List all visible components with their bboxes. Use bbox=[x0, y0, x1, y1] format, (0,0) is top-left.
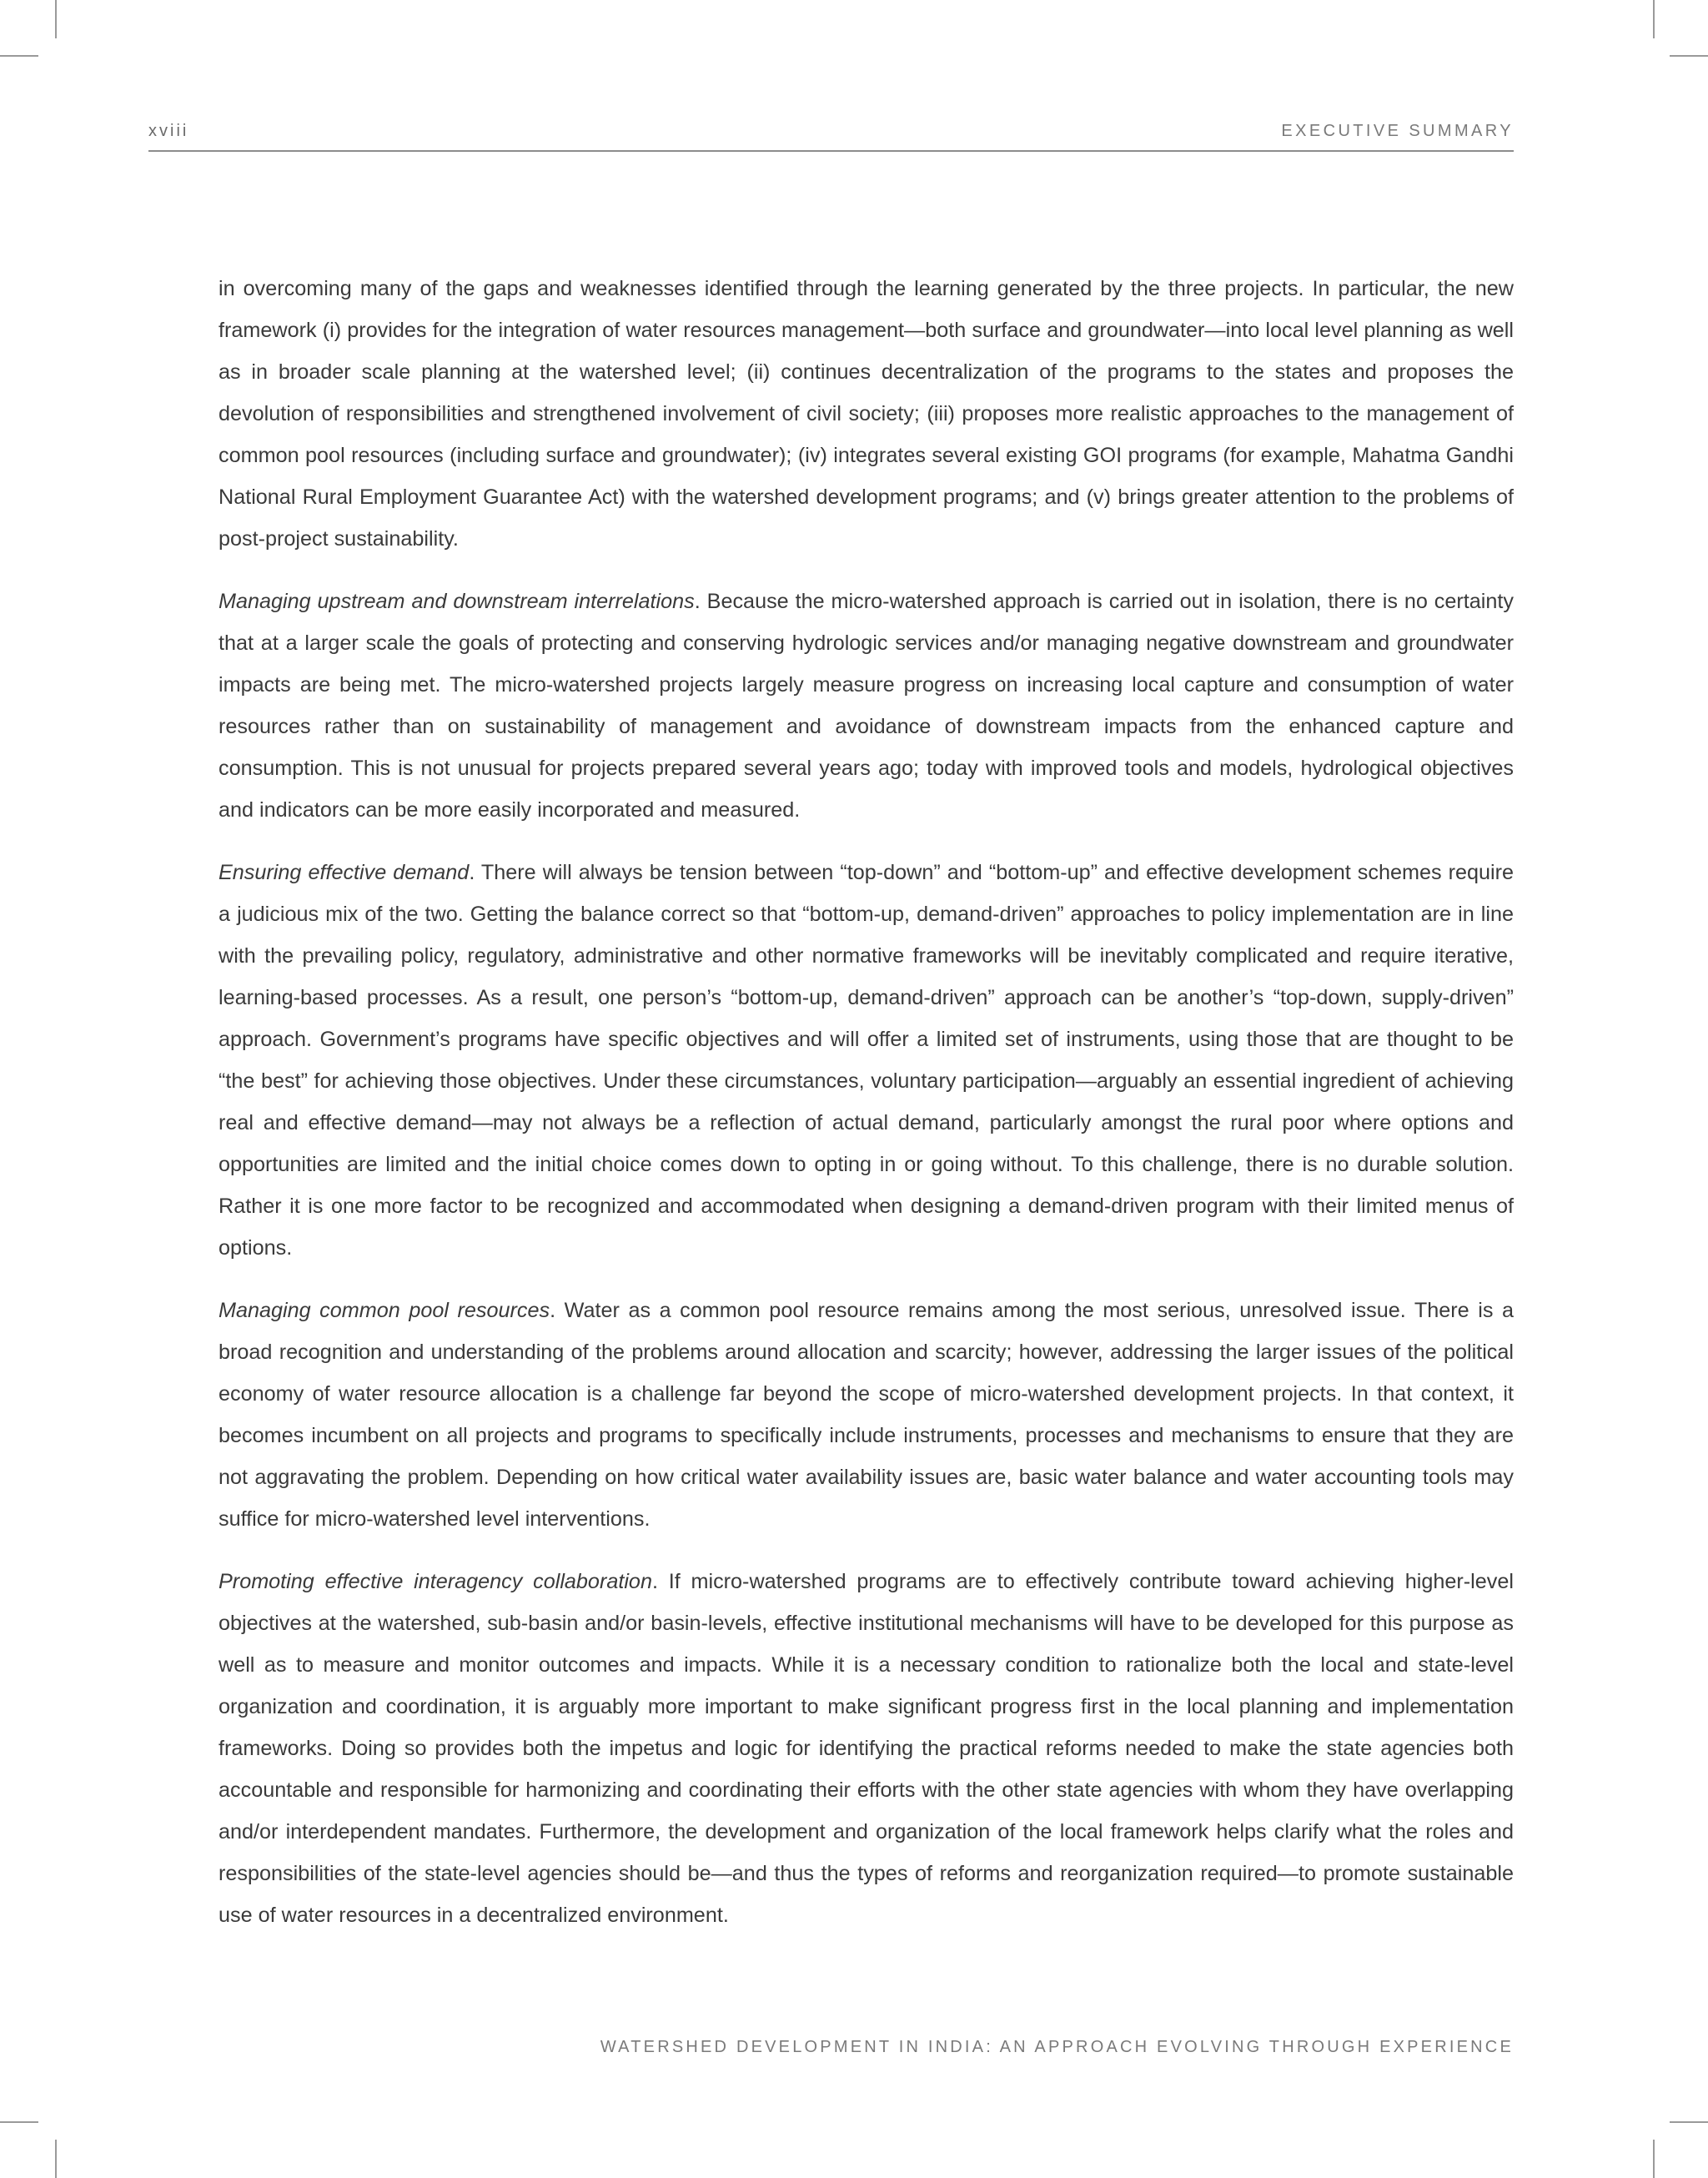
paragraph-lead-in: Promoting effective interagency collaboration bbox=[219, 1570, 652, 1593]
body-text bbox=[219, 268, 1514, 1957]
crop-mark-bottom-right-horizontal bbox=[1670, 2121, 1708, 2123]
paragraph-lead-in: Managing upstream and downstream interrelations bbox=[219, 590, 695, 613]
crop-mark-top-left-vertical bbox=[55, 0, 57, 38]
paragraph-text: . Water as a common pool resource remains among the most serious, unresolved issue. There is a broad recognition and understanding of the problems around allocation and scarcity; however, addressing the larger issues of the political economy of water resource allocation is a challenge far beyond the scope of micro-watershed development projects. In that context, it becomes incumbent on all projects and programs to specifically include instruments, processes and mechanisms to ensure that they are not aggravating the problem. Depending on how critical water availability issues are, basic water balance and water accounting tools may suffice for micro-watershed level interventions. bbox=[219, 1299, 1514, 1531]
running-footer: WATERSHED DEVELOPMENT IN INDIA: AN APPROACH EVOLVING THROUGH EXPERIENCE bbox=[600, 2038, 1514, 2056]
paragraph-upstream-downstream bbox=[219, 581, 1514, 831]
crop-mark-top-right-horizontal bbox=[1670, 55, 1708, 57]
crop-mark-bottom-right-vertical bbox=[1653, 2140, 1655, 2178]
crop-mark-bottom-left-horizontal bbox=[0, 2121, 38, 2123]
paragraph-lead-in: Managing common pool resources bbox=[219, 1299, 550, 1322]
paragraph-interagency bbox=[219, 1561, 1514, 1936]
paragraph-text: in overcoming many of the gaps and weaknesses identified through the learning generated by the three projects. In particular, the new framework (i) provides for the integration of water resources management—both surface and groundwater—into local level planning as well as in broader scale planning at the watershed level; (ii) continues decentralization of the programs to the states and proposes the devolution of responsibilities and strengthened involvement of civil society; (iii) proposes more realistic approaches to the management of common pool resources (including surface and groundwater); (iv) integrates several existing GOI programs (for example, Mahatma Gandhi National Rural Employment Guarantee Act) with the watershed development programs; and (v) brings greater attention to the problems of post-project sustainability. bbox=[219, 277, 1514, 551]
crop-mark-top-left-horizontal bbox=[0, 55, 38, 57]
paragraph-continuation bbox=[219, 268, 1514, 560]
crop-mark-bottom-left-vertical bbox=[55, 2140, 57, 2178]
section-title: EXECUTIVE SUMMARY bbox=[1281, 122, 1514, 140]
paragraph-text: . If micro-watershed programs are to effectively contribute toward achieving higher-level objectives at the watershed, sub-basin and/or basin-levels, effective institutional mechanisms will have to be developed for this purpose as well as to measure and monitor outcomes and impacts. While it is a necessary condition to rationalize both the local and state-level organization and coordination, it is arguably more important to make significant progress first in the local planning and implementation frameworks. Doing so provides both the impetus and logic for identifying the practical reforms needed to make the state agencies both accountable and responsible for harmonizing and coordinating their efforts with the other state agencies with whom they have overlapping and/or interdependent mandates. Furthermore, the development and organization of the local framework helps clarify what the roles and responsibilities of the state-level agencies should be—and thus the types of reforms and reorganization required—to promote sustainable use of water resources in a decentralized environment. bbox=[219, 1570, 1514, 1927]
paragraph-text: . Because the micro-watershed approach is carried out in isolation, there is no certainty that at a larger scale the goals of protecting and conserving hydrologic services and/or managing negative downstream and groundwater impacts are being met. The micro-watershed projects largely measure progress on increasing local capture and consumption of water resources rather than on sustainability of management and avoidance of downstream impacts from the enhanced capture and consumption. This is not unusual for projects prepared several years ago; today with improved tools and models, hydrological objectives and indicators can be more easily incorporated and measured. bbox=[219, 590, 1514, 822]
paragraph-lead-in: Ensuring effective demand bbox=[219, 861, 470, 884]
paragraph-common-pool bbox=[219, 1290, 1514, 1540]
paragraph-text: . There will always be tension between “top-down” and “bottom-up” and effective development schemes require a judicious mix of the two. Getting the balance correct so that “bottom-up, demand-driven” approaches to policy implementation are in line with the prevailing policy, regulatory, administrative and other normative frameworks will be inevitably complicated and require iterative, learning-based processes. As a result, one person’s “bottom-up, demand-driven” approach can be another’s “top-down, supply-driven” approach. Government’s programs have specific objectives and will offer a limited set of instruments, using those that are thought to be “the best” for achieving those objectives. Under these circumstances, voluntary participation—arguably an essential ingredient of achieving real and effective demand—may not always be a reflection of actual demand, particularly amongst the rural poor where options and opportunities are limited and the initial choice comes down to opting in or going without. To this challenge, there is no durable solution. Rather it is one more factor to be recognized and accommodated when designing a demand-driven program with their limited menus of options. bbox=[219, 861, 1514, 1260]
crop-mark-top-right-vertical bbox=[1653, 0, 1655, 38]
page-number: xviii bbox=[148, 122, 189, 140]
paragraph-effective-demand bbox=[219, 852, 1514, 1269]
running-header bbox=[148, 122, 1514, 152]
